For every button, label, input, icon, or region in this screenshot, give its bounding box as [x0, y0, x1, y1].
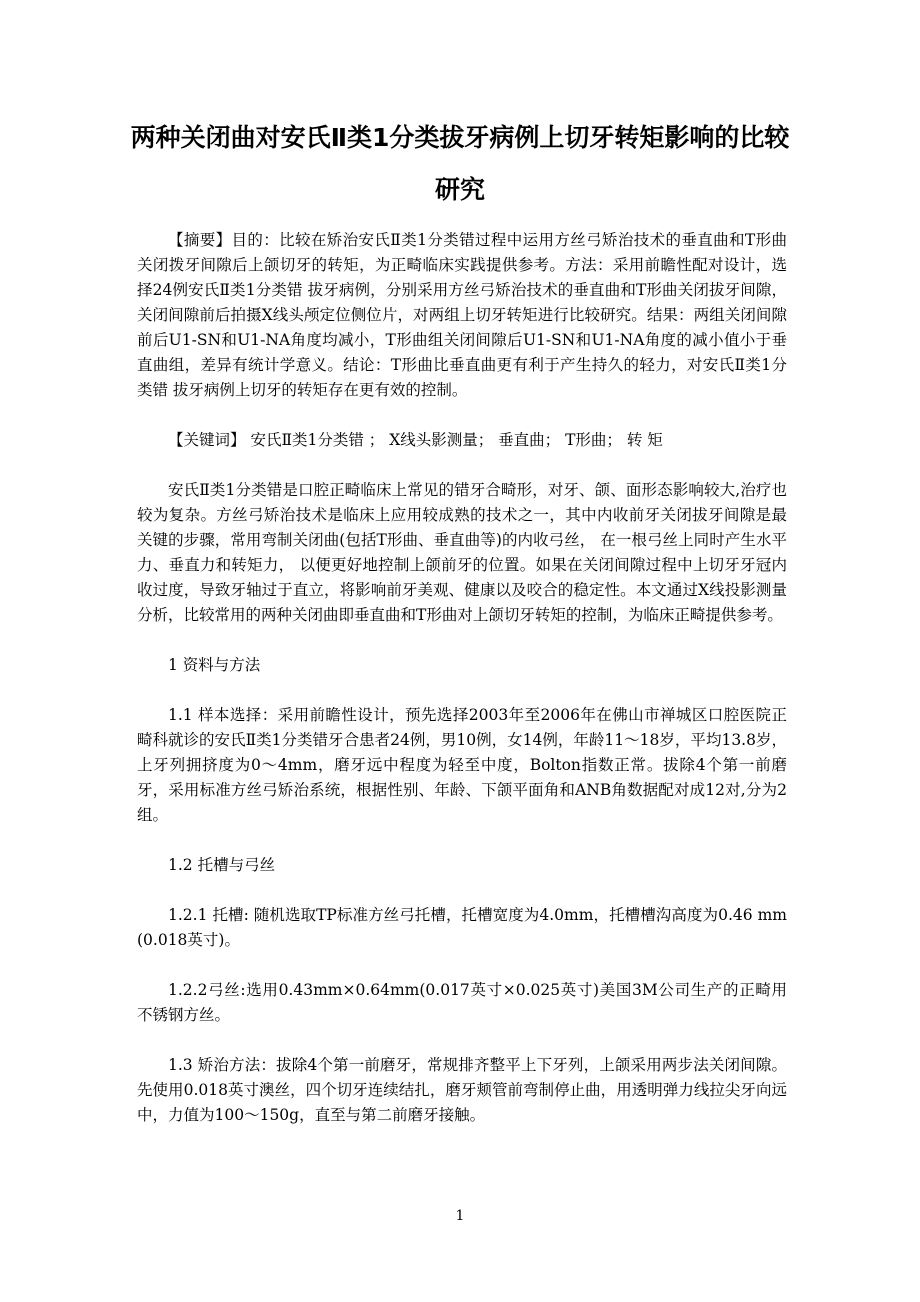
keywords-paragraph: [137, 428, 787, 453]
section-1-2-2-paragraph: 1.2.2弓丝:选用0.43mm×0.64mm(0.017英寸×0.025英寸)美国3M公司生产的正畸用不锈钢方丝。: [137, 981, 787, 1024]
section-1-3-paragraph: 1.3 矫治方法：拔除4个第一前磨牙，常规排齐整平上下牙列，上颌采用两步法关闭间隙。先使用0.018英寸澳丝，四个切牙连续结扎，磨牙颊管前弯制停止曲，用透明弹力线拉尖牙向远中，力值为100～150g，直至与第二前磨牙接触。: [137, 1056, 787, 1124]
paper-title: 两种关闭曲对安氏Ⅱ类1分类拔牙病例上切牙转矩影响的比较研究: [130, 123, 790, 204]
section-heading-methods: 1 资料与方法: [168, 656, 261, 674]
keywords-label: 【关键词】: [168, 431, 246, 449]
keywords-text: 安氏Ⅱ类1分类错 ； X线头影测量； 垂直曲； T形曲； 转 矩: [250, 431, 663, 449]
page-number: 1: [455, 1208, 465, 1224]
section-heading-brackets-wires: 1.2 托槽与弓丝: [168, 856, 276, 874]
paper-body: [137, 228, 787, 1128]
abstract-paragraph: 【摘要】目的：比较在矫治安氏Ⅱ类1分类错过程中运用方丝弓矫治技术的垂直曲和T形曲关闭拨牙间隙后上颌切牙的转矩，为正畸临床实践提供参考。方法：采用前瞻性配对设计，选择24例安氏Ⅱ类1分类错 拔牙病例，分别采用方丝弓矫治技术的垂直曲和T形曲关闭拔牙间隙，关闭间隙前后拍摄X线头颅定位侧位片，对两组上切牙转矩进行比较研究。结果：两组关闭间隙前后U1-SN和U1-NA角度均减小，T形曲组关闭间隙后U1-SN和U1-NA角度的减小值小于垂直曲组，差异有统计学意义。结论：T形曲比垂直曲更有利于产生持久的轻力，对安氏Ⅱ类1分类错 拔牙病例上切牙的转矩存在更有效的控制。: [137, 231, 787, 399]
section-1-2-1-paragraph: 1.2.1 托槽: 随机选取TP标准方丝弓托槽，托槽宽度为4.0mm，托槽槽沟高度为0.46 mm (0.018英寸)。: [137, 906, 787, 949]
section-1-1-paragraph: 1.1 样本选择：采用前瞻性设计，预先选择2003年至2006年在佛山市禅城区口腔医院正畸科就诊的安氏Ⅱ类1分类错牙合患者24例，男10例，女14例，年龄11～18岁，平均13.8岁，上牙列拥挤度为0～4mm，磨牙远中程度为轻至中度，Bolton指数正常。拔除4个第一前磨牙，采用标准方丝弓矫治系统，根据性别、年龄、下颌平面角和ANB角数据配对成12对,分为2 组。: [137, 706, 787, 824]
intro-paragraph: 安氏Ⅱ类1分类错是口腔正畸临床上常见的错牙合畸形，对牙、颌、面形态影响较大,治疗也较为复杂。方丝弓矫治技术是临床上应用较成熟的技术之一，其中内收前牙关闭拔牙间隙是最关键的步骤，常用弯制关闭曲(包括T形曲、垂直曲等)的内收弓丝， 在一根弓丝上同时产生水平力、垂直力和转矩力， 以便更好地控制上颌前牙的位置。如果在关闭间隙过程中上切牙牙冠内收过度，导致牙轴过于直立，将影响前牙美观、健康以及咬合的稳定性。本文通过X线投影测量分析，比较常用的两种关闭曲即垂直曲和T形曲对上颌切牙转矩的控制，为临床正畸提供参考。: [137, 481, 787, 624]
